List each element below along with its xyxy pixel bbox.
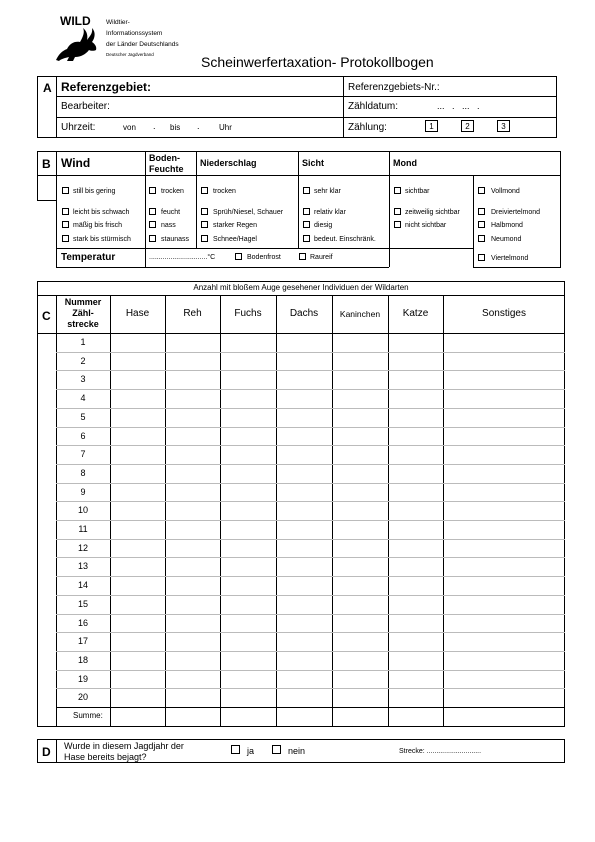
sicht-option-checkbox[interactable] — [303, 208, 310, 215]
summe-label: Summe: — [73, 711, 103, 720]
wind-option-label: stark bis stürmisch — [73, 236, 131, 243]
uhrzeit-label: Uhrzeit: — [61, 122, 96, 133]
row-divider — [56, 670, 565, 671]
niederschlag-option-label: Sprüh/Niesel, Schauer — [213, 209, 284, 216]
niederschlag-option-label: Schnee/Hagel — [213, 236, 257, 243]
uhrzeit-von: von — [123, 123, 136, 132]
col-nummer-3: strecke — [67, 319, 99, 329]
raureif-checkbox[interactable] — [299, 253, 306, 260]
niederschlag-option-checkbox[interactable] — [201, 235, 208, 242]
boden-option-checkbox[interactable] — [149, 187, 156, 194]
col-nummer-1: Nummer — [64, 297, 102, 307]
niederschlag-header: Niederschlag — [200, 158, 257, 168]
zaehldatum-label: Zähldatum: — [348, 101, 399, 112]
mond-visibility-label: nicht sichtbar — [405, 222, 447, 229]
col-nummer-2: Zähl- — [72, 308, 94, 318]
zaehldatum-dots[interactable]: ... . ... . — [437, 101, 480, 111]
wind-option-checkbox[interactable] — [62, 208, 69, 215]
row-divider — [56, 520, 565, 521]
row-number: 6 — [80, 430, 86, 441]
section-a-letter: A — [43, 81, 52, 95]
col-sonstiges: Sonstiges — [482, 308, 526, 319]
row-divider — [56, 389, 565, 390]
col-katze: Katze — [402, 308, 429, 319]
row-number: 2 — [80, 355, 86, 366]
bodenfrost-checkbox[interactable] — [235, 253, 242, 260]
mond-phase-checkbox[interactable] — [478, 208, 485, 215]
mond-visibility-label: zeitweilig sichtbar — [405, 209, 460, 216]
row-divider — [56, 352, 565, 353]
temperatur-label: Temperatur — [61, 252, 116, 263]
referenzgebiet-nr-label: Referenzgebiets-Nr.: — [348, 82, 440, 93]
row-divider — [56, 427, 565, 428]
row-number: 15 — [77, 598, 88, 609]
ja-checkbox[interactable] — [231, 745, 240, 754]
col-hase: Hase — [125, 308, 150, 319]
row-divider — [56, 539, 565, 540]
uhrzeit-dot2: . — [197, 121, 200, 131]
row-number: 8 — [80, 467, 86, 478]
row-number: 13 — [77, 561, 88, 572]
mond-header: Mond — [393, 158, 417, 168]
niederschlag-option-checkbox[interactable] — [201, 208, 208, 215]
mond-phase-checkbox[interactable] — [478, 221, 485, 228]
row-number: 5 — [80, 411, 86, 422]
mond-phase-label: Dreiviertelmond — [491, 209, 541, 216]
row-divider — [56, 614, 565, 615]
wind-option-checkbox[interactable] — [62, 187, 69, 194]
bearbeiter-label: Bearbeiter: — [61, 101, 110, 112]
nein-label: nein — [288, 746, 306, 756]
boden-option-label: trocken — [161, 188, 184, 195]
niederschlag-option-checkbox[interactable] — [201, 187, 208, 194]
section-b-letter: B — [42, 157, 51, 171]
mond-phase-label: Neumond — [491, 236, 522, 243]
sicht-option-label: relativ klar — [314, 209, 346, 216]
row-number: 14 — [77, 580, 88, 591]
referenzgebiet-label: Referenzgebiet: — [61, 80, 152, 94]
sicht-option-checkbox[interactable] — [303, 187, 310, 194]
sicht-header: Sicht — [302, 158, 325, 168]
hare-icon — [53, 27, 101, 63]
wind-option-checkbox[interactable] — [62, 221, 69, 228]
wind-option-label: mäßig bis frisch — [73, 222, 123, 229]
bodenfeuchte-header-2: Feuchte — [149, 164, 184, 174]
temperatur-field[interactable]: ..............................°C — [149, 254, 216, 261]
wind-header: Wind — [61, 156, 91, 170]
logo-line3: der Länder Deutschlands — [106, 41, 179, 48]
uhrzeit-dot1: . — [153, 121, 156, 131]
page-title: Scheinwerfertaxation- Protokollbogen — [201, 54, 434, 70]
bodenfeuchte-header-1: Boden- — [149, 153, 180, 163]
col-kaninchen: Kaninchen — [339, 309, 381, 319]
mond-visibility-checkbox[interactable] — [394, 187, 401, 194]
zaehlung-option-2[interactable]: 2 — [461, 120, 474, 132]
bejagt-question-1: Wurde in diesem Jagdjahr der — [64, 741, 184, 751]
niederschlag-option-label: starker Regen — [213, 222, 257, 229]
row-divider — [56, 595, 565, 596]
sicht-option-label: sehr klar — [314, 188, 341, 195]
row-number: 19 — [77, 673, 88, 684]
col-fuchs: Fuchs — [234, 308, 262, 319]
row-number: 10 — [77, 505, 88, 516]
row-divider — [56, 688, 565, 689]
row-number: 18 — [77, 654, 88, 665]
row-divider — [56, 370, 565, 371]
section-d-letter: D — [42, 745, 51, 759]
boden-option-checkbox[interactable] — [149, 221, 156, 228]
section-c-letter: C — [42, 309, 51, 323]
wind-option-label: leicht bis schwach — [73, 209, 130, 216]
mond-visibility-label: sichtbar — [405, 188, 430, 195]
logo-brand: WILD — [60, 14, 91, 28]
row-number: 9 — [80, 486, 86, 497]
strecke-field[interactable]: Strecke: ............................ — [399, 748, 482, 755]
wind-option-label: still bis gering — [73, 188, 116, 195]
row-divider — [56, 408, 565, 409]
boden-option-label: feucht — [161, 209, 181, 216]
zaehlung-option-1[interactable]: 1 — [425, 120, 438, 132]
zaehlung-option-3[interactable]: 3 — [497, 120, 510, 132]
row-divider — [56, 445, 565, 446]
mond-phase-checkbox[interactable] — [478, 235, 485, 242]
sicht-option-label: diesig — [314, 222, 333, 229]
col-dachs: Dachs — [289, 308, 319, 319]
wind-option-checkbox[interactable] — [62, 235, 69, 242]
logo-line2: Informationssystem — [106, 30, 163, 37]
row-divider — [56, 464, 565, 465]
row-number: 3 — [80, 374, 86, 385]
bodenfrost-label: Bodenfrost — [247, 254, 281, 261]
sicht-option-label: bedeut. Einschränk. — [314, 236, 376, 243]
boden-option-label: nass — [161, 222, 176, 229]
ja-label: ja — [247, 746, 255, 756]
section-c-header: Anzahl mit bloßem Auge gesehener Individuen der Wildarten — [193, 283, 409, 292]
row-divider — [56, 576, 565, 577]
mond-phase-checkbox[interactable] — [478, 254, 485, 261]
mond-phase-label: Viertelmond — [491, 255, 529, 262]
logo-line4: Deutscher Jagdverband — [106, 52, 154, 57]
mond-visibility-checkbox[interactable] — [394, 221, 401, 228]
row-divider — [56, 651, 565, 652]
niederschlag-option-label: trocken — [213, 188, 236, 195]
row-number: 1 — [80, 337, 86, 347]
bejagt-question-2: Hase bereits bejagt? — [64, 752, 147, 762]
row-number: 4 — [80, 393, 86, 404]
uhrzeit-uhr: Uhr — [219, 123, 232, 132]
logo-line1: Wildtier- — [106, 19, 130, 26]
row-number: 12 — [77, 542, 88, 553]
row-number: 16 — [77, 617, 88, 628]
zaehlung-label: Zählung: — [348, 122, 387, 133]
boden-option-checkbox[interactable] — [149, 235, 156, 242]
row-divider — [56, 557, 565, 558]
raureif-label: Raureif — [310, 254, 333, 261]
uhrzeit-bis: bis — [170, 123, 181, 132]
section-b-top — [37, 151, 561, 176]
mond-phase-checkbox[interactable] — [478, 187, 485, 194]
mond-visibility-checkbox[interactable] — [394, 208, 401, 215]
sicht-option-checkbox[interactable] — [303, 221, 310, 228]
row-divider — [56, 501, 565, 502]
boden-option-checkbox[interactable] — [149, 208, 156, 215]
sicht-option-checkbox[interactable] — [303, 235, 310, 242]
row-divider — [56, 632, 565, 633]
row-divider — [56, 483, 565, 484]
col-reh: Reh — [183, 308, 202, 319]
row-number: 17 — [77, 636, 88, 647]
row-number: 7 — [80, 449, 86, 460]
niederschlag-option-checkbox[interactable] — [201, 221, 208, 228]
section-c — [37, 281, 565, 727]
row-number: 20 — [77, 692, 88, 703]
row-number: 11 — [78, 524, 88, 534]
mond-phase-label: Halbmond — [491, 222, 523, 229]
nein-checkbox[interactable] — [272, 745, 281, 754]
mond-phase-label: Vollmond — [491, 188, 520, 195]
boden-option-label: staunass — [161, 236, 190, 243]
